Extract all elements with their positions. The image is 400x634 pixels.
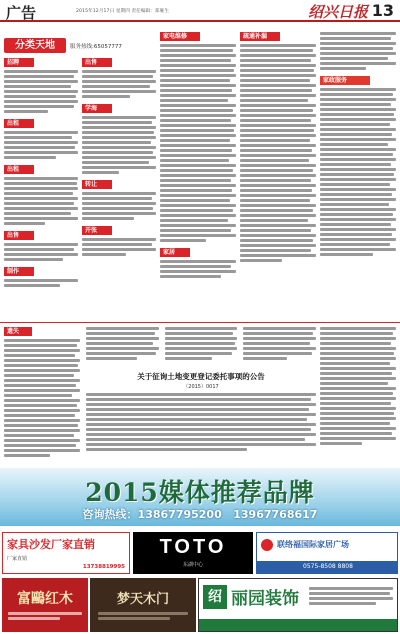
listing-text-block (4, 131, 78, 159)
home-center-logo-icon (261, 539, 273, 551)
column-header: 制作 (4, 267, 34, 276)
mahogany-ad-title: 富鷗红木 (17, 591, 73, 607)
lost-notices-header: 遗失 (4, 327, 32, 336)
home-center-title: 联络福国际家居广场 (277, 540, 349, 549)
notice-text-block (320, 327, 396, 445)
listing-text-block (82, 238, 156, 256)
column-header: 家政服务 (320, 76, 370, 85)
listing-text-block (320, 32, 396, 70)
page-number: 13 (371, 1, 394, 20)
column-header: 出租 (4, 119, 34, 128)
notice-text-block (4, 339, 80, 457)
classifieds-column-2 (82, 58, 156, 320)
media-brand-banner (0, 468, 400, 526)
column-header: 出售 (82, 58, 112, 67)
banner-hotline (0, 506, 400, 522)
toto-ad (133, 532, 253, 574)
door-ad-title: 梦天木门 (116, 592, 169, 607)
notice-text-block (243, 327, 316, 362)
column-header: 转让 (82, 180, 112, 189)
section-divider (0, 322, 400, 323)
listing-text-block (4, 279, 78, 287)
classifieds-column-3 (160, 32, 236, 320)
section-name: 广告 (6, 4, 37, 22)
masthead (0, 0, 400, 22)
lost-notices-column-1 (4, 327, 80, 459)
classifieds-column-5 (320, 32, 396, 320)
announcement-title: 关于征询土地变更登记委托事项的公告 (137, 372, 265, 381)
decoration-ad-title: 丽园装饰 (231, 589, 299, 609)
date-line: 2015年12月17日 星期四 责任编辑：郑雁生 (76, 9, 170, 14)
classifieds-column-4 (240, 32, 316, 320)
home-center-phone: 0575-8508 8808 (303, 563, 353, 570)
furniture-ad-title: 家具沙发厂家直销 (7, 538, 95, 551)
listing-text-block (160, 260, 236, 278)
toto-sub: 东湖中心 (182, 562, 203, 568)
furniture-ad (2, 532, 130, 574)
decoration-ad (198, 578, 398, 632)
classifieds-title-box (4, 38, 66, 53)
column-header: 出租 (4, 165, 34, 174)
banner-phone-2: 13967768617 (233, 508, 318, 521)
listing-text-block (82, 192, 156, 220)
door-ad (90, 578, 196, 632)
lost-notices-columns-2-4 (86, 327, 316, 365)
home-center-ad (256, 532, 398, 574)
listing-text-block (82, 116, 156, 174)
mahogany-ad (2, 578, 88, 632)
toto-logo: TOTO (159, 536, 227, 558)
classifieds-column-1 (4, 58, 78, 320)
column-header: 家电维修 (160, 32, 200, 41)
notice-text-block (86, 327, 159, 362)
newspaper-logo: 绍兴日报 (307, 3, 368, 21)
land-announcement (86, 371, 316, 457)
column-header: 疏通补漏 (240, 32, 280, 41)
announcement-body (86, 393, 316, 451)
notice-text-block (165, 327, 238, 362)
banner-headline: 2015媒体推荐品牌 (85, 478, 315, 507)
banner-phone-1: 13867795200 (137, 508, 222, 521)
furniture-ad-sub: 厂家直销 (7, 556, 28, 562)
column-header: 学海 (82, 104, 112, 113)
decoration-ad-footer (199, 619, 397, 631)
column-header: 家居 (160, 248, 190, 257)
lost-notices-column-5 (320, 327, 396, 447)
listing-text-block (4, 70, 78, 113)
banner-hotline-label: 咨询热线： (82, 508, 138, 521)
listing-text-block (4, 177, 78, 225)
listing-text-block (4, 243, 78, 261)
listing-text-block (320, 88, 396, 256)
column-header: 出售 (4, 231, 34, 240)
column-header: 招聘 (4, 58, 34, 67)
decoration-logo-icon: 绍 (203, 585, 227, 609)
furniture-ad-phone: 13738819995 (82, 564, 125, 570)
classifieds-hotline: 服务热线:65057777 (70, 44, 122, 50)
announcement-number: （2015）0017 (183, 384, 219, 390)
classifieds-title: 分类天地 (15, 40, 55, 51)
listing-text-block (240, 44, 316, 262)
column-header: 开张 (82, 226, 112, 235)
listing-text-block (160, 44, 236, 242)
listing-text-block (82, 70, 156, 98)
